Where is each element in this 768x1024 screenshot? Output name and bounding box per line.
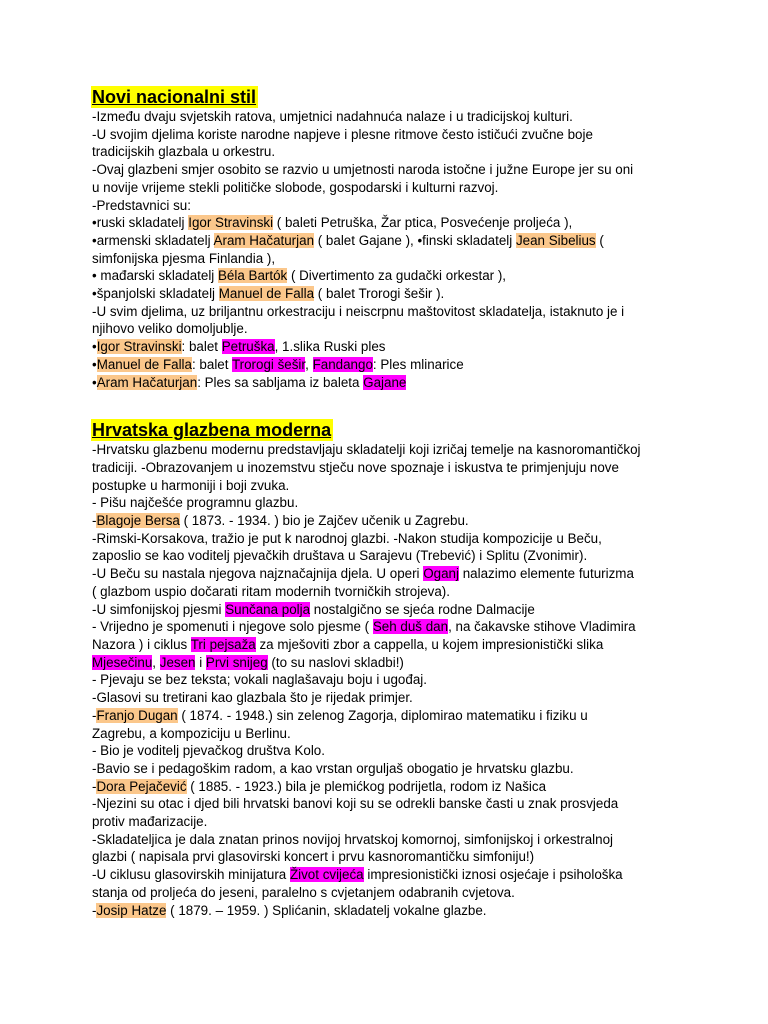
highlighted-name: Béla Bartók xyxy=(218,268,288,284)
text-segment: -U simfonijskoj pjesmi xyxy=(92,601,226,617)
text-segment: - xyxy=(92,707,97,723)
text-segment: : Ples sa sabljama iz baleta xyxy=(197,374,364,390)
text-line xyxy=(92,778,692,796)
highlighted-work: Gajane xyxy=(363,374,407,390)
text-line xyxy=(92,795,692,813)
text-line xyxy=(92,636,692,654)
text-line xyxy=(92,459,692,477)
text-line xyxy=(92,250,692,268)
text-line xyxy=(92,179,692,197)
text-segment: tradiciji. -Obrazovanjem u inozemstvu stječu nove spoznaje i iskustva te primjenjuju nove xyxy=(92,459,619,475)
highlighted-name: Aram Hačaturjan xyxy=(96,374,198,390)
text-line xyxy=(92,725,692,743)
text-segment: -U svim djelima, uz briljantnu orkestraciju i neiscrpnu maštovitost skladatelja, istaknuto je i xyxy=(92,303,625,319)
document-content xyxy=(92,86,692,919)
text-line xyxy=(92,601,692,619)
text-segment: u novije vrijeme stekli političke slobode, gospodarski i kulturni razvoj. xyxy=(92,179,499,195)
section-heading-wrapper xyxy=(92,419,692,441)
text-line xyxy=(92,494,692,512)
text-segment: , 1.slika Ruski ples xyxy=(274,339,386,355)
text-segment: ( balet Gajane ), •finski skladatelj xyxy=(314,232,516,248)
text-segment: postupke u harmoniji i boji zvuka. xyxy=(92,477,290,493)
text-segment: ( baleti Petruška, Žar ptica, Posvećenje proljeća ), xyxy=(273,215,573,231)
highlighted-name: Manuel de Falla xyxy=(96,356,192,372)
text-line xyxy=(92,285,692,303)
text-line xyxy=(92,374,692,392)
text-segment: ( xyxy=(595,232,604,248)
text-segment: -Ovaj glazbeni smjer osobito se razvio u umjetnosti naroda istočne i južne Europe jer su oni xyxy=(92,162,634,178)
text-segment: -Hrvatsku glazbenu modernu predstavljaju skladatelji koji izričaj temelje na kasnoromantičkoj xyxy=(92,442,641,458)
text-segment: - xyxy=(92,902,97,918)
text-segment: protiv mađarizacije. xyxy=(92,814,208,830)
text-line xyxy=(92,356,692,374)
text-line xyxy=(92,707,692,725)
text-line xyxy=(92,760,692,778)
text-segment: •armenski skladatelj xyxy=(92,232,214,248)
text-segment: -Njezini su otac i djed bili hrvatski banovi koji su se odrekli banske časti u znak prosvjeda xyxy=(92,796,619,812)
text-segment: ( 1885. - 1923.) bila je plemićkog podrijetla, rodom iz Našica xyxy=(186,778,547,794)
text-segment: ( balet Trorogi šešir ). xyxy=(314,286,445,302)
highlighted-name: Jean Sibelius xyxy=(515,232,596,248)
text-segment: -Skladateljica je dala znatan prinos novijoj hrvatskoj komornoj, simfonijskoj i orkestralnoj xyxy=(92,831,613,847)
text-segment: ( 1873. - 1934. ) bio je Zajčev učenik u Zagrebu. xyxy=(179,513,469,529)
highlighted-name: Aram Hačaturjan xyxy=(213,232,315,248)
highlighted-name: Franjo Dugan xyxy=(96,707,178,723)
highlighted-name: Josip Hatze xyxy=(96,902,167,918)
text-line xyxy=(92,671,692,689)
text-line xyxy=(92,583,692,601)
text-line xyxy=(92,689,692,707)
highlighted-name: Igor Stravinski xyxy=(188,215,274,231)
text-segment: -Bavio se i pedagoškim radom, a kao vrstan orguljaš obogatio je hrvatsku glazbu. xyxy=(92,760,574,776)
text-segment: ( Divertimento za gudački orkestar ), xyxy=(287,268,507,284)
text-segment: za mješoviti zbor a cappella, u kojem impresionistički slika xyxy=(255,636,604,652)
highlighted-name: Igor Stravinski xyxy=(96,339,182,355)
text-segment: - xyxy=(92,778,97,794)
text-segment: : Ples mlinarice xyxy=(372,356,464,372)
text-line xyxy=(92,831,692,849)
text-segment: zaposlio se kao voditelj pjevačkih društava u Sarajevu (Trebević) i Splitu (Zvonimir). xyxy=(92,548,588,564)
text-line xyxy=(92,654,692,672)
text-segment: -U Beču su nastala njegova najznačajnija djela. U operi xyxy=(92,566,424,582)
text-segment: impresionistički iznosi osjećaje i psihološka xyxy=(363,867,623,883)
text-segment: - Bio je voditelj pjevačkog društva Kolo. xyxy=(92,743,325,759)
highlighted-work: Trorogi šešir xyxy=(231,356,306,372)
text-line xyxy=(92,126,692,144)
text-segment: , xyxy=(305,356,313,372)
highlighted-work: Život cvijeća xyxy=(289,867,364,883)
highlighted-work: Seh duš dan xyxy=(372,619,449,635)
text-segment: - Vrijedno je spomenuti i njegove solo pjesme ( xyxy=(92,619,373,635)
text-line xyxy=(92,742,692,760)
text-line xyxy=(92,108,692,126)
text-line xyxy=(92,866,692,884)
highlighted-work: Prvi snijeg xyxy=(205,654,268,670)
text-line xyxy=(92,565,692,583)
section-heading-wrapper xyxy=(92,86,692,108)
highlighted-name: Manuel de Falla xyxy=(218,286,315,302)
text-segment: simfonijska pjesma Finlandia ), xyxy=(92,250,276,266)
section-body-novi-nacionalni-stil xyxy=(92,108,692,391)
text-segment: tradicijskih glazbala u orkestru. xyxy=(92,144,276,160)
text-segment: glazbi ( napisala prvi glasovirski koncert i prvu kasnoromantičku simfoniju!) xyxy=(92,849,535,865)
text-segment: -Predstavnici su: xyxy=(92,197,191,213)
highlighted-work: Sunčana polja xyxy=(225,601,311,617)
text-segment: •ruski skladatelj xyxy=(92,215,189,231)
text-segment: -Glasovi su tretirani kao glazbala što je rijedak primjer. xyxy=(92,690,413,706)
text-segment: -Rimski-Korsakova, tražio je put k narodnoj glazbi. -Nakon studija kompozicije u Beču, xyxy=(92,530,602,546)
section-heading-hrvatska-glazbena-moderna: Hrvatska glazbena moderna xyxy=(92,420,332,441)
text-segment: : balet xyxy=(181,339,222,355)
text-line xyxy=(92,320,692,338)
text-line xyxy=(92,441,692,459)
section-heading-novi-nacionalni-stil: Novi nacionalni stil xyxy=(92,87,257,107)
text-segment: -Između dvaju svjetskih ratova, umjetnici nadahnuća nalaze i u tradicijskoj kulturi. xyxy=(92,109,573,124)
text-segment: • xyxy=(92,339,97,355)
text-segment: - Pišu najčešće programnu glazbu. xyxy=(92,495,299,511)
highlighted-work: Mjesečinu xyxy=(92,654,153,670)
text-segment: -U svojim djelima koriste narodne napjeve i plesne ritmove često ističući zvučne boje xyxy=(92,126,593,142)
text-segment: nostalgično se sjeća rodne Dalmacije xyxy=(310,601,535,617)
text-segment: : balet xyxy=(191,356,232,372)
text-line xyxy=(92,197,692,215)
text-line xyxy=(92,143,692,161)
text-segment: ( 1879. – 1959. ) Splićanin, skladatelj vokalne glazbe. xyxy=(166,902,487,918)
text-line xyxy=(92,303,692,321)
text-segment: nalazimo elemente futurizma xyxy=(458,566,634,582)
text-line xyxy=(92,813,692,831)
text-line xyxy=(92,547,692,565)
text-segment: , na čakavske stihove Vladimira xyxy=(448,619,636,635)
text-segment: - xyxy=(92,513,97,529)
text-segment: • xyxy=(92,374,97,390)
text-line xyxy=(92,214,692,232)
text-line xyxy=(92,338,692,356)
text-line xyxy=(92,530,692,548)
text-line xyxy=(92,267,692,285)
text-segment: , xyxy=(152,654,160,670)
text-line xyxy=(92,618,692,636)
text-segment: • mađarski skladatelj xyxy=(92,268,218,284)
highlighted-work: Fandango xyxy=(312,356,373,372)
highlighted-work: Tri pejsaža xyxy=(190,636,256,652)
text-segment: (to su naslovi skladbi!) xyxy=(267,654,404,670)
text-line xyxy=(92,512,692,530)
text-segment: •španjolski skladatelj xyxy=(92,286,219,302)
text-segment: -U ciklusu glasovirskih minijatura xyxy=(92,867,290,883)
section-body-hrvatska-glazbena-moderna xyxy=(92,441,692,919)
text-segment: • xyxy=(92,356,97,372)
text-line xyxy=(92,884,692,902)
text-line xyxy=(92,161,692,179)
text-line xyxy=(92,232,692,250)
text-segment: - Pjevaju se bez teksta; vokali naglašavaju boju i ugođaj. xyxy=(92,672,427,688)
text-segment: Zagrebu, a kompoziciju u Berlinu. xyxy=(92,725,291,741)
text-line xyxy=(92,848,692,866)
text-segment: stanja od proljeća do jeseni, paralelno s cvjetanjem odabranih cvjetova. xyxy=(92,884,515,900)
text-segment: i xyxy=(195,654,206,670)
highlighted-name: Dora Pejačević xyxy=(96,778,187,794)
text-line xyxy=(92,902,692,920)
highlighted-work: Oganj xyxy=(423,566,459,582)
highlighted-work: Petruška xyxy=(221,339,275,355)
text-line xyxy=(92,477,692,495)
text-segment: Nazora ) i ciklus xyxy=(92,636,191,652)
highlighted-name: Blagoje Bersa xyxy=(96,513,180,529)
text-segment: njihovo veliko domoljublje. xyxy=(92,321,248,337)
text-segment: ( 1874. - 1948.) sin zelenog Zagorja, diplomirao matematiku i fiziku u xyxy=(177,707,588,723)
highlighted-work: Jesen xyxy=(159,654,196,670)
text-segment: ( glazbom uspio dočarati ritam modernih tvorničkih strojeva). xyxy=(92,583,450,599)
